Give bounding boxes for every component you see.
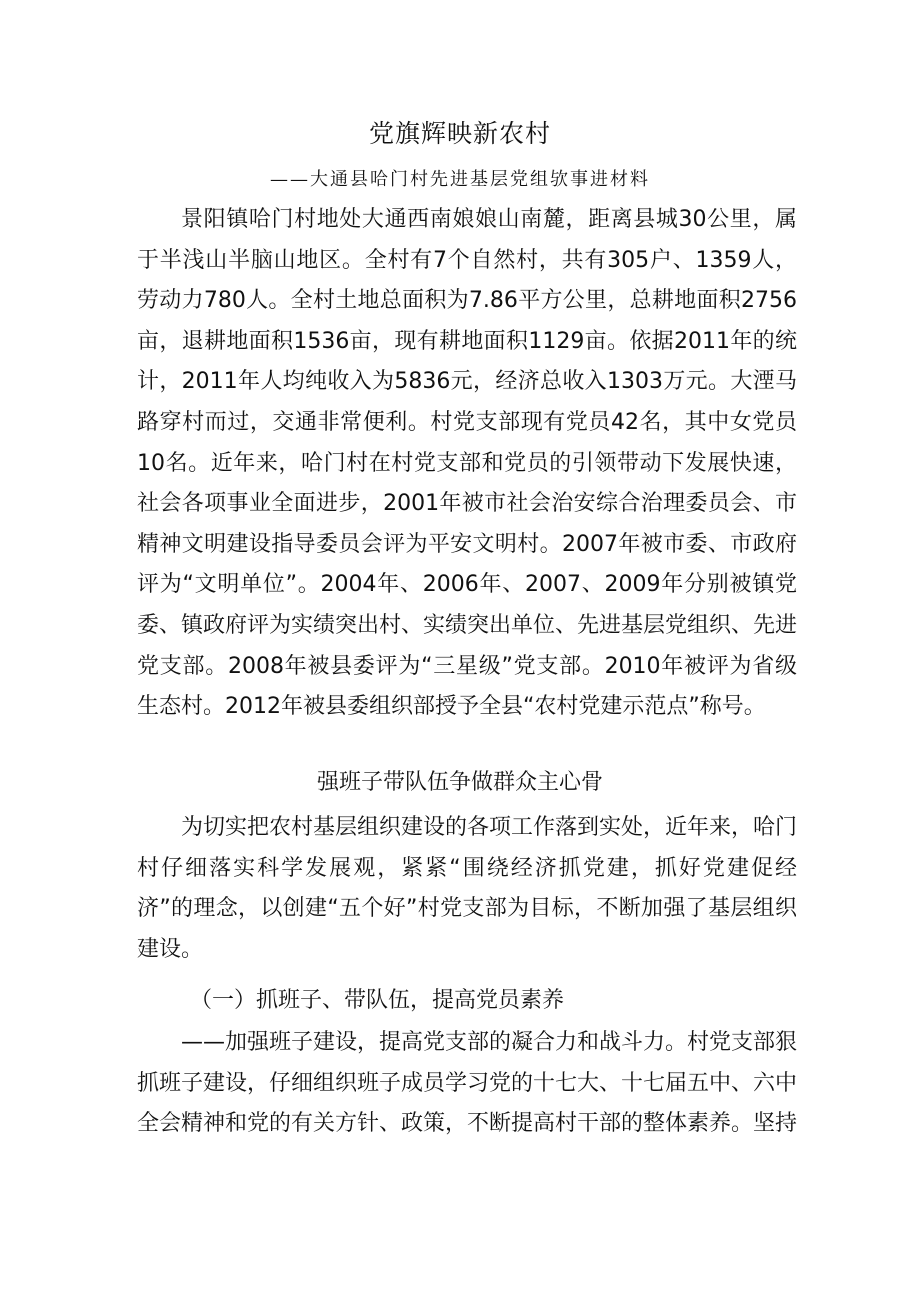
- intro-paragraph: 景阳镇哈门村地处大通西南娘娘山南麓，距离县城30公里，属于半浅山半脑山地区。全村有7个自然村，共有305户、1359人，劳动力780人。全村土地总面积为7.86平方公里，总耕地面积2756亩，退耕地面积1536亩，现有耕地面积1129亩。依据2011年的统计，2011年人均纯收入为5836元，经济总收入1303万元。大湮马路穿村而过，交通非常便利。村党支部现有党员42名，其中女党员10名。近年来，哈门村在村党支部和党员的引领带动下发展快速，社会各项事业全面进步，2001年被市社会治安综合治理委员会、市精神文明建设指导委员会评为平安文明村。2007年被市委、市政府评为“文明单位”。2004年、2006年、2007、2009年分别被镇党委、镇政府评为实绩突出村、实绩突出单位、先进基层党组织、先进党支部。2008年被县委评为“三星级”党支部。2010年被评为省级生态村。2012年被县委组织部授予全县“农村党建示范点”称号。: [137, 207, 798, 720]
- document-title: 党旗辉映新农村: [368, 119, 551, 148]
- subsection-heading: （一）抓班子、带队伍，提高党员素养: [190, 988, 565, 1013]
- section-heading: 强班子带队伍争做群众主心骨: [316, 770, 603, 795]
- subsection-paragraph: ——加强班子建设，提高党支部的凝合力和战斗力。村党支部狠抓班子建设，仔细组织班子成员学习党的十七大、十七届五中、六中全会精神和党的有关方针、政策，不断提高村干部的整体素养。坚持: [137, 1030, 798, 1137]
- document-subtitle: ——大通县哈门村先进基层党组欤事进材料: [270, 169, 650, 190]
- section-paragraph: 为切实把农村基层组织建设的各项工作落到实处，近年来，哈门村仔细落实科学发展观，紧紧“围绕经济抓党建，抓好党建促经济”的理念，以创建“五个好”村党支部为目标，不断加强了基层组织建设。: [137, 815, 798, 962]
